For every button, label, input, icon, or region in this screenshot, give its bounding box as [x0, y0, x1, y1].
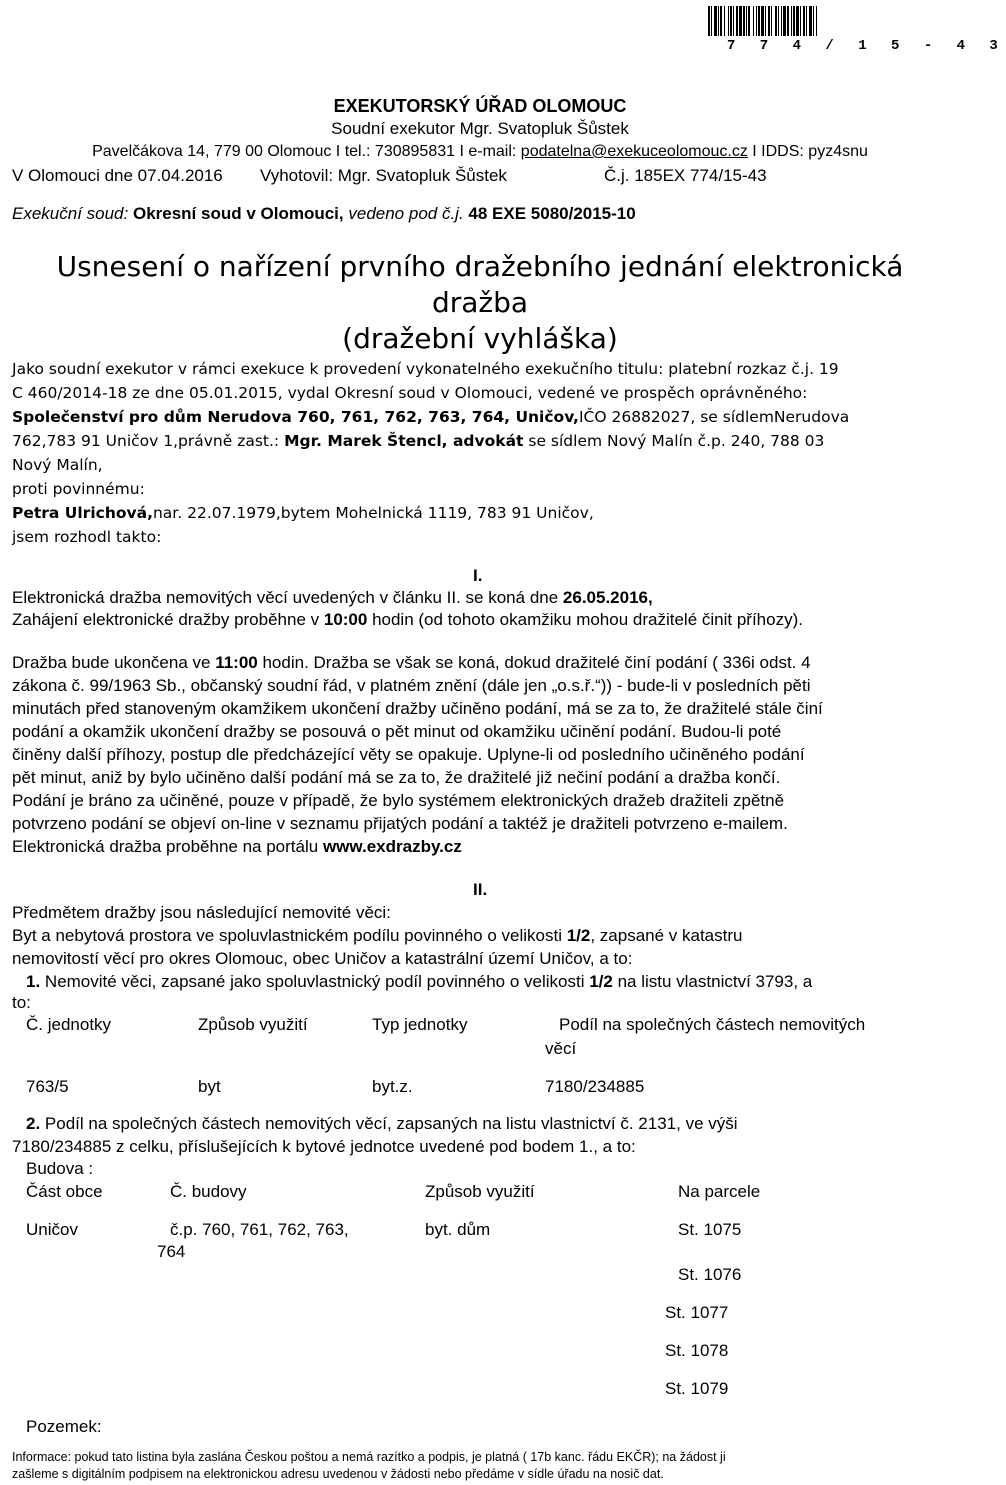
table1-cell-type: byt.z.	[372, 1077, 413, 1096]
address-text: Pavelčákova 14, 779 00 Olomouc I tel.: 730895831 I e-mail:	[92, 143, 521, 160]
item-2-line-2: 7180/234885 z celku, příslušejících k bytové jednotce uvedené pod bodem 1., a to:	[12, 1137, 636, 1156]
table1-header-use: Způsob využití	[198, 1015, 308, 1034]
item-1-text: Nemovité věci, zapsané jako spoluvlastnický podíl povinného o velikosti	[40, 972, 590, 991]
intro-line-1: Jako soudní exekutor v rámci exekuce k provedení vykonatelného exekučního titulu: platební rozkaz č.j. 19	[12, 360, 839, 378]
section-1-line-7: činěny další příhozy, postup dle předcházející věty se opakuje. Uplyne-li od posledního učiněného podání	[12, 745, 805, 764]
table2-parcel: St. 1078	[665, 1341, 729, 1360]
table2-header-part: Část obce	[26, 1182, 103, 1201]
email-link[interactable]: podatelna@exekuceolomouc.cz	[520, 143, 748, 160]
item-1-text-rest: na listu vlastnictví 3793, a	[612, 972, 813, 991]
attorney-name: Mgr. Marek Štencl, advokát	[284, 432, 524, 450]
table1-header-share: Podíl na společných částech nemovitých	[559, 1015, 866, 1034]
intro-line-6: proti povinnému:	[12, 480, 145, 498]
place-date: V Olomouci dne 07.04.2016	[12, 166, 223, 185]
court-ref: 48 EXE 5080/2015-10	[468, 204, 636, 223]
item-1-line	[26, 972, 812, 992]
table2-parcel: St. 1079	[665, 1379, 729, 1398]
end-text-rest: hodin. Dražba se však se koná, dokud dražitelé činí podání ( 336i odst. 4	[257, 653, 811, 672]
section-1-line-11	[12, 837, 462, 857]
document-title-line1: Usnesení o nařízení prvního dražebního jednání elektronická	[56, 250, 904, 283]
table2-parcel: St. 1077	[665, 1303, 729, 1322]
debtor-details: nar. 22.07.1979,bytem Mohelnická 1119, 783 91 Uničov,	[152, 504, 594, 522]
end-text: Dražba bude ukončena ve	[12, 653, 216, 672]
auction-date: 26.05.2016,	[562, 588, 653, 607]
item-1-line-2: to:	[12, 993, 31, 1012]
end-time: 11:00	[215, 653, 258, 672]
section-1-line-10: potvrzeno podání se objeví on-line v seznamu přijatých podání a taktéž je dražiteli potvrzeno e-mailem.	[12, 814, 788, 833]
item-2-line	[26, 1114, 738, 1134]
document-subtitle: (dražební vyhláška)	[342, 322, 618, 355]
table2-header-building: Č. budovy	[170, 1182, 247, 1201]
table1-cell-share: 7180/234885	[545, 1077, 645, 1096]
court-info	[12, 204, 636, 224]
table1-cell-unit: 763/5	[26, 1077, 69, 1096]
creditor-id: IČO 26882027, se sídlemNerudova	[578, 408, 850, 426]
footer-line-2: zašleme s digitálním podpisem na elektronickou adresu uvedenou v žádosti nebo předáme v sídle úřadu na nosič dat.	[12, 1467, 664, 1481]
portal-text: Elektronická dražba proběhne na portálu	[12, 837, 323, 856]
section-2-line-3: nemovitostí věcí pro okres Olomouc, obec Uničov a katastrální území Uničov, a to:	[12, 949, 633, 968]
intro-line-4	[12, 432, 824, 451]
share-text: Byt a nebytová prostora ve spoluvlastnickém podílu povinného o velikosti	[12, 926, 567, 945]
start-text-rest: hodin (od tohoto okamžiku mohou dražitelé činit příhozy).	[367, 610, 803, 629]
item-1-share: 1/2	[589, 972, 613, 991]
debtor-name: Petra Ulrichová,	[12, 504, 153, 522]
table2-cell-building-1: č.p. 760, 761, 762, 763,	[170, 1220, 349, 1239]
creditor-name: Společenství pro dům Nerudova 760, 761, 762, 763, 764, Uničov,	[12, 408, 579, 426]
table2-header-parcel: Na parcele	[678, 1182, 761, 1201]
executor-name: Soudní exekutor Mgr. Svatopluk Šůstek	[331, 119, 629, 138]
portal-link[interactable]: www.exdrazby.cz	[322, 837, 462, 856]
barcode	[708, 6, 954, 36]
section-1-line-1	[12, 588, 653, 608]
section-1-line-6: podání a okamžik ukončení dražby se posouvá o pět minut od okamžiku učinění podání. Budou-li poté	[12, 722, 782, 741]
section-1-line-3	[12, 653, 811, 673]
table1-header-share-2: věcí	[545, 1039, 577, 1058]
intro-line-7	[12, 504, 594, 523]
footer-line-1: Informace: pokud tato listina byla zaslána Českou poštou a nemá razítko a podpis, je platná ( 17b kanc. řádu EKČR); na žádost ji	[12, 1450, 726, 1464]
intro-line-8: jsem rozhodl takto:	[12, 528, 162, 546]
section-1-line-9: Podání je bráno za učiněné, pouze v případě, že bylo systémem elektronických dražeb dražiteli zpětně	[12, 791, 785, 810]
share-value: 1/2	[566, 926, 591, 945]
table1-header-type: Typ jednotky	[372, 1015, 468, 1034]
table2-parcel: St. 1076	[678, 1265, 742, 1284]
item-1-number: 1.	[26, 972, 41, 991]
court-name: Okresní soud v Olomouci,	[132, 204, 344, 223]
document-title-line2: dražba	[431, 286, 529, 319]
table1-header-unit: Č. jednotky	[26, 1015, 112, 1034]
table2-cell-part: Uničov	[26, 1220, 78, 1239]
office-contacts	[0, 142, 960, 161]
section-1-heading: I.	[473, 566, 483, 585]
start-time: 10:00	[323, 610, 368, 629]
section-1-line-4: zákona č. 99/1963 Sb., občanský soudní řád, v platném znění (dále jen „o.s.ř.“)) - bude-li v posledních pěti	[12, 676, 811, 695]
intro-line-2: C 460/2014-18 ze dne 05.01.2015, vydal Okresní soud v Olomouci, vedené ve prospěch oprávněného:	[12, 384, 808, 402]
office-name: EXEKUTORSKÝ ÚŘAD OLOMOUC	[333, 96, 627, 116]
intro-line-3	[12, 408, 849, 427]
court-label: Exekuční soud:	[12, 204, 133, 223]
share-text-rest: , zapsané v katastru	[590, 926, 743, 945]
intro-line-5: Nový Malín,	[12, 456, 103, 474]
ids-text: I IDDS: pyz4snu	[747, 143, 868, 160]
item-2-text: Podíl na společných částech nemovitých věcí, zapsaných na listu vlastnictví č. 2131, ve výši	[40, 1114, 738, 1133]
court-ref-label: vedeno pod č.j.	[343, 204, 469, 223]
table2-cell-use: byt. dům	[425, 1220, 491, 1239]
section-1-line-2	[12, 610, 803, 630]
barcode-number: 7 7 4 / 1 5 - 4 3	[727, 38, 1006, 54]
building-label: Budova :	[26, 1159, 94, 1178]
item-2-number: 2.	[26, 1114, 41, 1133]
auction-date-text: Elektronická dražba nemovitých věcí uvedených v článku II. se koná dne	[12, 588, 563, 607]
section-2-heading: II.	[473, 880, 488, 899]
reference-number: Č.j. 185EX 774/15-43	[604, 166, 767, 185]
table2-header-use: Způsob využití	[425, 1182, 535, 1201]
table2-cell-building-2: 764	[157, 1242, 186, 1261]
section-1-line-8: pět minut, aniž by bylo učiněno další podání má se za to, že dražitelé již nečiní podání a dražba končí.	[12, 768, 781, 787]
creditor-address: 762,783 91 Uničov 1,právně zast.:	[12, 432, 285, 450]
table2-parcel: St. 1075	[678, 1220, 742, 1239]
attorney-address: se sídlem Nový Malín č.p. 240, 788 03	[523, 432, 825, 450]
section-2-line-2	[12, 926, 742, 946]
land-label: Pozemek:	[26, 1417, 102, 1436]
start-text: Zahájení elektronické dražby proběhne v	[12, 610, 324, 629]
section-1-line-5: minutách před stanoveným okamžikem ukončení dražby učiněno podání, má se za to, že dražitelé stále činí	[12, 699, 823, 718]
section-2-line-1: Předmětem dražby jsou následující nemovité věci:	[12, 903, 391, 922]
table1-cell-use: byt	[198, 1077, 221, 1096]
made-by: Vyhotovil: Mgr. Svatopluk Šůstek	[260, 166, 507, 185]
barcode-bar	[817, 6, 819, 36]
